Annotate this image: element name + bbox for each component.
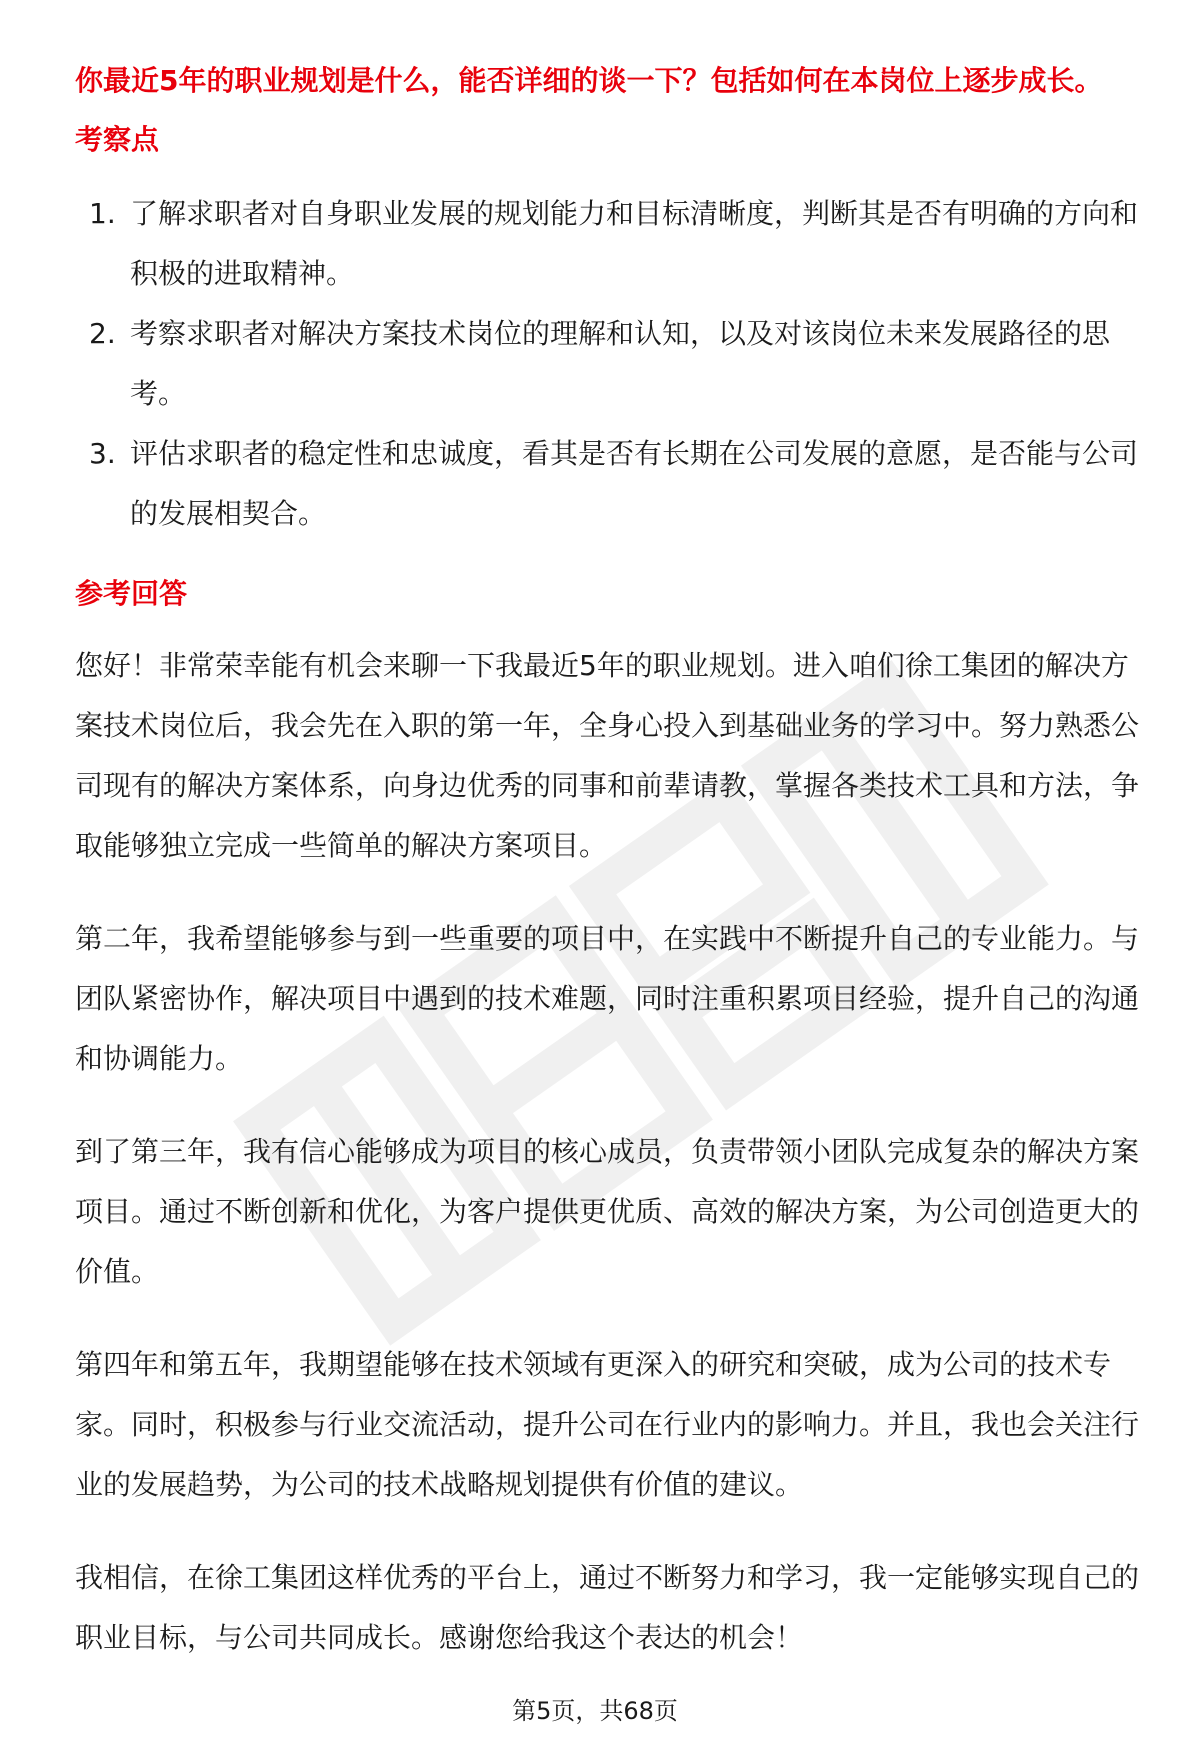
- points-list: [75, 184, 1155, 544]
- list-item-number: 2.: [89, 317, 116, 350]
- answer-heading: 参考回答: [75, 577, 188, 610]
- question-title: 你最近5年的职业规划是什么，能否详细的谈一下？包括如何在本岗位上逐步成长。: [75, 64, 1103, 97]
- answer-paragraph: 您好！非常荣幸能有机会来聊一下我最近5年的职业规划。进入咱们徐工集团的解决方案技术岗位后，我会先在入职的第一年，全身心投入到基础业务的学习中。努力熟悉公司现有的解决方案体系，向身边优秀的同事和前辈请教，掌握各类技术工具和方法，争取能够独立完成一些简单的解决方案项目。: [75, 649, 1140, 862]
- answer-paragraph: 第四年和第五年，我期望能够在技术领域有更深入的研究和突破，成为公司的技术专家。同时，积极参与行业交流活动，提升公司在行业内的影响力。并且，我也会关注行业的发展趋势，为公司的技术战略规划提供有价值的建议。: [75, 1348, 1140, 1501]
- list-item: [75, 304, 1155, 424]
- list-item-number: 3.: [89, 437, 116, 470]
- page-number: 第5页，共68页: [512, 1697, 678, 1725]
- list-item: [75, 184, 1155, 304]
- list-item-number: 1.: [89, 197, 116, 230]
- list-item-text: 了解求职者对自身职业发展的规划能力和目标清晰度，判断其是否有明确的方向和积极的进取精神。: [130, 197, 1139, 290]
- answer-paragraph: 到了第三年，我有信心能够成为项目的核心成员，负责带领小团队完成复杂的解决方案项目。通过不断创新和优化，为客户提供更优质、高效的解决方案，为公司创造更大的价值。: [75, 1135, 1140, 1288]
- list-item-text: 考察求职者对解决方案技术岗位的理解和认知，以及对该岗位未来发展路径的思考。: [130, 317, 1111, 410]
- list-item-text: 评估求职者的稳定性和忠诚度，看其是否有长期在公司发展的意愿，是否能与公司的发展相契合。: [130, 437, 1139, 530]
- answer-paragraph: 我相信，在徐工集团这样优秀的平台上，通过不断努力和学习，我一定能够实现自己的职业目标，与公司共同成长。感谢您给我这个表达的机会！: [75, 1561, 1140, 1654]
- document-content: [75, 60, 1155, 1668]
- list-item: [75, 424, 1155, 544]
- points-heading: 考察点: [75, 123, 160, 156]
- answer-paragraph: 第二年，我希望能够参与到一些重要的项目中，在实践中不断提升自己的专业能力。与团队紧密协作，解决项目中遇到的技术难题，同时注重积累项目经验，提升自己的沟通和协调能力。: [75, 922, 1140, 1075]
